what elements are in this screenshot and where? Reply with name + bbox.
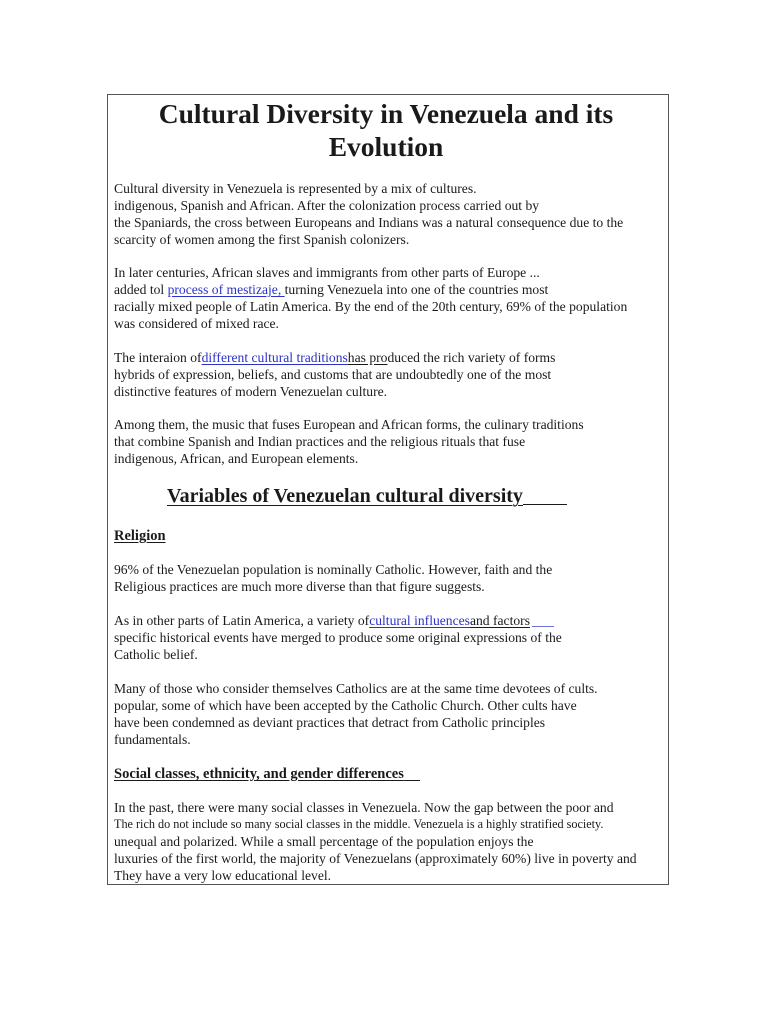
social-classes-heading: [114, 765, 420, 783]
paragraph-line: Among them, the music that fuses European and African forms, the culinary traditions: [114, 417, 584, 432]
text-segment: added tol: [114, 282, 168, 297]
link-process-of-mestizaje[interactable]: process of mestizaje,: [167, 282, 285, 297]
paragraph-line: [114, 349, 670, 366]
paragraph-line: racially mixed people of Latin America. By the end of the 20th century, 69% of the population: [114, 299, 628, 314]
text-segment: has pro: [347, 350, 388, 365]
section-heading: [167, 483, 567, 509]
text-segment: As in other parts of Latin America, a variety of: [114, 613, 370, 628]
heading-underline-rule: [523, 483, 567, 505]
paragraph-line: popular, some of which have been accepted by the Catholic Church. Other cults have: [114, 698, 577, 713]
heading-underline-rule: [404, 765, 420, 781]
paragraph-line: unequal and polarized. While a small percentage of the population enjoys the: [114, 834, 534, 849]
paragraph-line: distinctive features of modern Venezuelan culture.: [114, 384, 388, 399]
paragraph-line: was considered of mixed race.: [114, 316, 279, 331]
paragraph-line: Many of those who consider themselves Catholics are at the same time devotees of cults.: [114, 681, 598, 696]
religion-heading-text: Religion: [114, 528, 166, 544]
text-segment: duced the rich variety of forms: [387, 350, 556, 365]
paragraph-line: indigenous, Spanish and African. After the colonization process carried out by: [114, 198, 540, 213]
religion-paragraph-3: [114, 680, 670, 748]
intro-paragraph-1: [114, 180, 670, 248]
paragraph-line: luxuries of the first world, the majority of Venezuelans (approximately 60%) live in poverty and: [114, 851, 637, 866]
intro-paragraph-4: [114, 416, 670, 467]
paragraph-line: the Spaniards, the cross between Europeans and Indians was a natural consequence due to the: [114, 215, 624, 230]
link-cultural-influences[interactable]: cultural influences: [369, 613, 470, 628]
paragraph-line: fundamentals.: [114, 732, 191, 747]
paragraph-line: They have a very low educational level.: [114, 868, 332, 883]
paragraph-line: Religious practices are much more diverse than that figure suggests.: [114, 579, 485, 594]
paragraph-line: hybrids of expression, beliefs, and customs that are undoubtedly one of the most: [114, 367, 552, 382]
document-title: Cultural Diversity in Venezuela and its Evolution: [158, 98, 614, 162]
paragraph-line: Cultural diversity in Venezuela is represented by a mix of cultures.: [114, 181, 477, 196]
paragraph-line: indigenous, African, and European elements.: [114, 451, 359, 466]
section-heading-text: Variables of Venezuelan cultural diversity: [167, 485, 523, 507]
paragraph-line: have been condemned as deviant practices that detract from Catholic principles: [114, 715, 546, 730]
paragraph-line: In the past, there were many social classes in Venezuela. Now the gap between the poor and: [114, 800, 614, 815]
paragraph-line: [114, 612, 670, 629]
paragraph-line: 96% of the Venezuelan population is nominally Catholic. However, faith and the: [114, 562, 553, 577]
text-segment: The interaion of: [114, 350, 202, 365]
link-different-cultural-traditions[interactable]: different cultural traditions: [201, 350, 348, 365]
paragraph-line: specific historical events have merged to produce some original expressions of the: [114, 630, 562, 645]
paragraph-line: The rich do not include so many social classes in the middle. Venezuela is a highly stratified society.: [114, 817, 604, 831]
paragraph-line: Catholic belief.: [114, 647, 198, 662]
social-classes-paragraph: [114, 799, 670, 884]
paragraph-line: scarcity of women among the first Spanish colonizers.: [114, 232, 410, 247]
paragraph-line: [114, 281, 670, 298]
religion-heading: [114, 527, 166, 545]
text-segment: and factors: [469, 613, 530, 628]
paragraph-line: In later centuries, African slaves and immigrants from other parts of Europe ...: [114, 265, 540, 280]
intro-paragraph-2: [114, 264, 670, 332]
social-classes-heading-text: Social classes, ethnicity, and gender differences: [114, 766, 404, 782]
paragraph-line: that combine Spanish and Indian practices and the religious rituals that fuse: [114, 434, 526, 449]
link-underline-rule: [532, 612, 554, 627]
intro-paragraph-3: [114, 349, 670, 400]
text-segment: turning Venezuela into one of the countries most: [284, 282, 549, 297]
religion-paragraph-2: [114, 612, 670, 663]
religion-paragraph-1: [114, 561, 670, 595]
